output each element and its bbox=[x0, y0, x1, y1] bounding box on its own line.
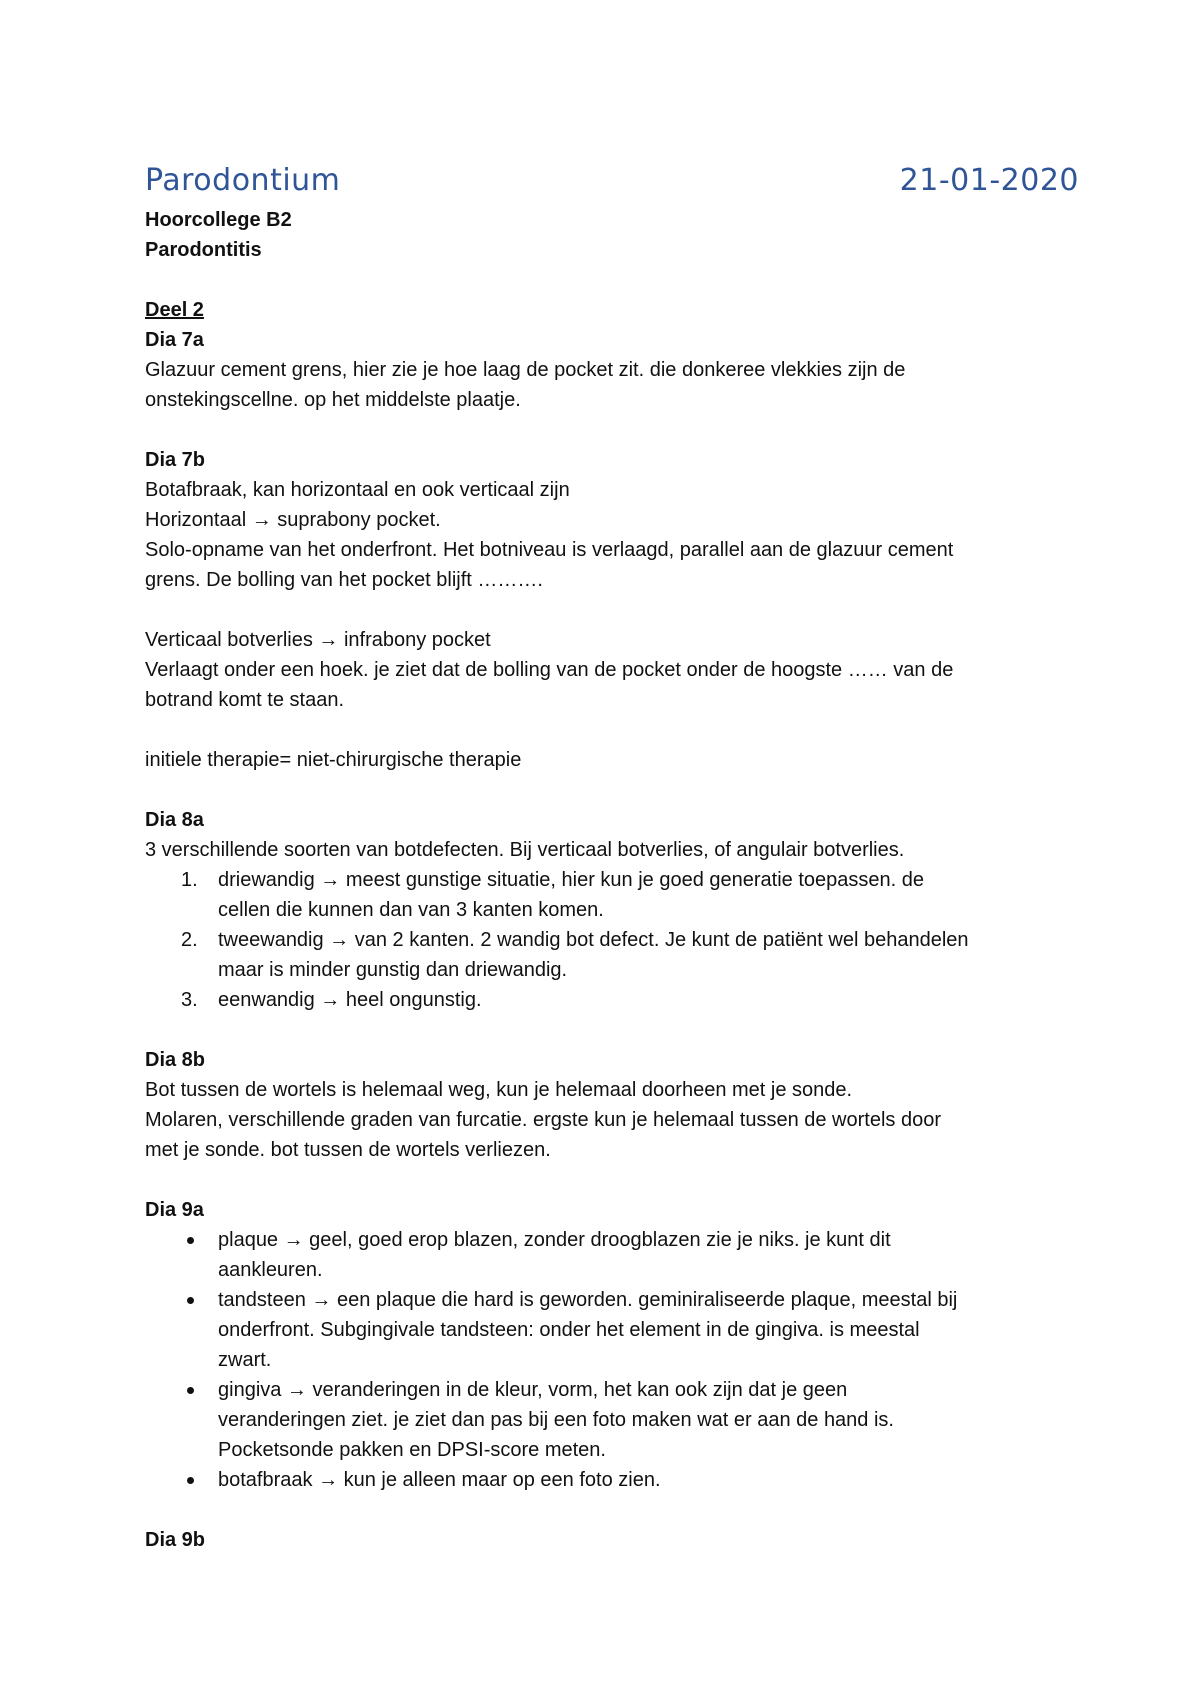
paragraph-line: Horizontaal → suprabony pocket. bbox=[145, 509, 441, 531]
paragraph-line: met je sonde. bot tussen de wortels verliezen. bbox=[145, 1139, 551, 1161]
bullet-icon bbox=[187, 1477, 194, 1484]
list-item-text: Pocketsonde pakken en DPSI-score meten. bbox=[218, 1439, 606, 1461]
dia-heading: Dia 8b bbox=[145, 1049, 206, 1071]
bullet-icon bbox=[187, 1387, 194, 1394]
list-item-text: zwart. bbox=[218, 1349, 272, 1371]
list-item-text: driewandig → meest gunstige situatie, hier kun je goed generatie toepassen. de bbox=[218, 869, 925, 891]
list-item-text: botafbraak → kun je alleen maar op een foto zien. bbox=[218, 1469, 661, 1491]
subtitle-topic: Parodontitis bbox=[145, 239, 262, 261]
title-row bbox=[145, 163, 1079, 205]
list-item bbox=[145, 985, 1065, 1015]
paragraph-line: initiele therapie= niet-chirurgische therapie bbox=[145, 749, 522, 771]
subtitle-course: Hoorcollege B2 bbox=[145, 209, 292, 231]
paragraph-line: Molaren, verschillende graden van furcatie. ergste kun je helemaal tussen de wortels door bbox=[145, 1109, 941, 1131]
list-item-text: maar is minder gunstig dan driewandig. bbox=[218, 959, 568, 981]
bullet-icon bbox=[187, 1297, 194, 1304]
list-item-text: onderfront. Subgingivale tandsteen: onder het element in de gingiva. is meestal bbox=[218, 1319, 920, 1341]
dia-heading: Dia 7b bbox=[145, 449, 206, 471]
list-item bbox=[145, 1465, 1065, 1495]
list-number: 3. bbox=[181, 989, 198, 1011]
list-item bbox=[145, 1375, 1065, 1465]
bullet-list bbox=[145, 1225, 1065, 1495]
paragraph-line: grens. De bolling van het pocket blijft ………. bbox=[145, 569, 543, 591]
paragraph-line: onstekingscellne. op het middelste plaatje. bbox=[145, 389, 521, 411]
list-item-text: tweewandig → van 2 kanten. 2 wandig bot defect. Je kunt de patiënt wel behandelen bbox=[218, 929, 969, 951]
paragraph-line: Verlaagt onder een hoek. je ziet dat de bolling van de pocket onder de hoogste …… van de bbox=[145, 659, 954, 681]
paragraph-line: botrand komt te staan. bbox=[145, 689, 345, 711]
list-item bbox=[145, 1285, 1065, 1375]
dia-heading: Dia 9a bbox=[145, 1199, 204, 1221]
list-item-text: eenwandig → heel ongunstig. bbox=[218, 989, 482, 1011]
dia-heading: Dia 8a bbox=[145, 809, 204, 831]
list-item bbox=[145, 925, 1065, 985]
document-page bbox=[145, 163, 1079, 1555]
paragraph-line: Botafbraak, kan horizontaal en ook verticaal zijn bbox=[145, 479, 570, 501]
list-item-text: tandsteen → een plaque die hard is geworden. geminiraliseerde plaque, meestal bij bbox=[218, 1289, 958, 1311]
dia-heading: Dia 7a bbox=[145, 329, 204, 351]
list-item-text: cellen die kunnen dan van 3 kanten komen. bbox=[218, 899, 604, 921]
paragraph-line: 3 verschillende soorten van botdefecten. Bij verticaal botverlies, of angulair botverlies. bbox=[145, 839, 905, 861]
document-title: Parodontium bbox=[145, 163, 341, 198]
list-item-text: gingiva → veranderingen in de kleur, vorm, het kan ook zijn dat je geen bbox=[218, 1379, 848, 1401]
list-number: 1. bbox=[181, 869, 198, 891]
document-date: 21-01-2020 bbox=[899, 163, 1079, 198]
list-item-text: plaque → geel, goed erop blazen, zonder droogblazen zie je niks. je kunt dit bbox=[218, 1229, 891, 1251]
list-item bbox=[145, 865, 1065, 925]
paragraph-line: Glazuur cement grens, hier zie je hoe laag de pocket zit. die donkeree vlekkies zijn de bbox=[145, 359, 906, 381]
list-item-text: aankleuren. bbox=[218, 1259, 323, 1281]
numbered-list bbox=[145, 865, 1065, 1015]
paragraph-line: Bot tussen de wortels is helemaal weg, kun je helemaal doorheen met je sonde. bbox=[145, 1079, 853, 1101]
list-number: 2. bbox=[181, 929, 198, 951]
paragraph-line: Verticaal botverlies → infrabony pocket bbox=[145, 629, 491, 651]
list-item-text: veranderingen ziet. je ziet dan pas bij een foto maken wat er aan de hand is. bbox=[218, 1409, 894, 1431]
bullet-icon bbox=[187, 1237, 194, 1244]
list-item bbox=[145, 1225, 1065, 1285]
dia-heading: Dia 9b bbox=[145, 1529, 206, 1551]
section-heading: Deel 2 bbox=[145, 299, 204, 321]
paragraph-line: Solo-opname van het onderfront. Het botniveau is verlaagd, parallel aan de glazuur cement bbox=[145, 539, 954, 561]
